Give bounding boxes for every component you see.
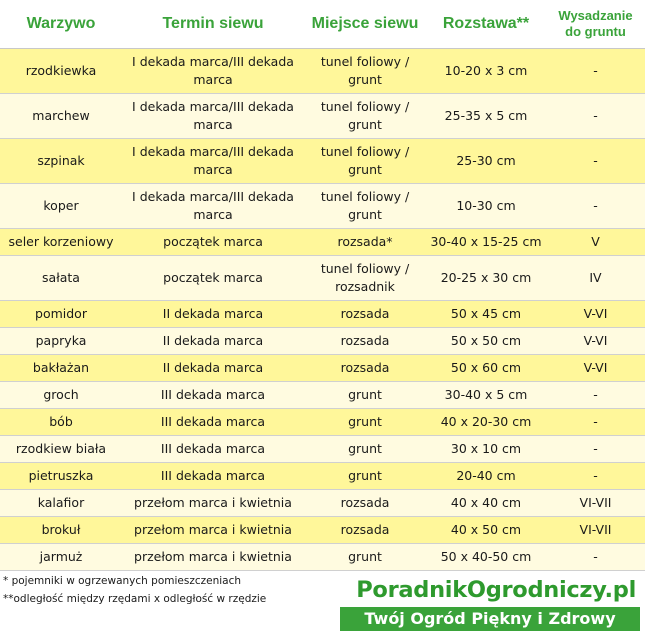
cell-vegetable: kalafior xyxy=(0,490,122,517)
cell-planting: - xyxy=(546,544,645,571)
cell-sowing-date: III dekada marca xyxy=(122,463,304,490)
cell-sowing-place: grunt xyxy=(304,409,426,436)
table-row xyxy=(0,544,645,571)
cell-vegetable: pietruszka xyxy=(0,463,122,490)
cell-sowing-place: rozsada xyxy=(304,355,426,382)
table-row xyxy=(0,139,645,184)
cell-spacing: 40 x 20-30 cm xyxy=(426,409,546,436)
table-row xyxy=(0,256,645,301)
footnotes xyxy=(3,572,266,608)
cell-sowing-place: tunel foliowy / grunt xyxy=(304,184,426,229)
cell-spacing: 40 x 40 cm xyxy=(426,490,546,517)
table-row xyxy=(0,94,645,139)
table-row xyxy=(0,517,645,544)
cell-planting: VI-VII xyxy=(546,490,645,517)
cell-vegetable: rzodkiewka xyxy=(0,49,122,94)
cell-planting: - xyxy=(546,49,645,94)
cell-planting: - xyxy=(546,382,645,409)
cell-sowing-date: I dekada marca/III dekada marca xyxy=(122,94,304,139)
cell-sowing-place: rozsada xyxy=(304,490,426,517)
cell-spacing: 30 x 10 cm xyxy=(426,436,546,463)
cell-vegetable: papryka xyxy=(0,328,122,355)
cell-vegetable: seler korzeniowy xyxy=(0,229,122,256)
cell-planting: - xyxy=(546,409,645,436)
table-row xyxy=(0,184,645,229)
cell-spacing: 25-35 x 5 cm xyxy=(426,94,546,139)
cell-spacing: 20-25 x 30 cm xyxy=(426,256,546,301)
cell-spacing: 50 x 60 cm xyxy=(426,355,546,382)
header-planting-line1: Wysadzanie xyxy=(558,8,633,23)
cell-sowing-date: III dekada marca xyxy=(122,436,304,463)
cell-sowing-place: tunel foliowy / grunt xyxy=(304,49,426,94)
cell-sowing-place: tunel foliowy / grunt xyxy=(304,94,426,139)
cell-planting: - xyxy=(546,184,645,229)
cell-sowing-date: II dekada marca xyxy=(122,328,304,355)
cell-planting: VI-VII xyxy=(546,517,645,544)
header-sowing-date: Termin siewu xyxy=(122,0,304,49)
cell-vegetable: bakłażan xyxy=(0,355,122,382)
cell-planting: - xyxy=(546,94,645,139)
brand-tagline: Twój Ogród Piękny i Zdrowy xyxy=(340,607,640,631)
cell-vegetable: sałata xyxy=(0,256,122,301)
cell-sowing-date: początek marca xyxy=(122,256,304,301)
table-row xyxy=(0,436,645,463)
cell-spacing: 30-40 x 15-25 cm xyxy=(426,229,546,256)
table-row xyxy=(0,229,645,256)
footnote-spacing: **odległość między rzędami x odległość w rzędzie xyxy=(3,593,267,605)
brand-logo xyxy=(340,576,640,631)
cell-sowing-place: tunel foliowy / rozsadnik xyxy=(304,256,426,301)
table-header-row xyxy=(0,0,645,49)
cell-sowing-place: rozsada xyxy=(304,328,426,355)
cell-spacing: 10-20 x 3 cm xyxy=(426,49,546,94)
cell-vegetable: koper xyxy=(0,184,122,229)
cell-sowing-date: przełom marca i kwietnia xyxy=(122,544,304,571)
cell-sowing-date: początek marca xyxy=(122,229,304,256)
cell-sowing-date: II dekada marca xyxy=(122,301,304,328)
table-row xyxy=(0,355,645,382)
cell-vegetable: jarmuż xyxy=(0,544,122,571)
cell-planting: IV xyxy=(546,256,645,301)
table-row xyxy=(0,409,645,436)
table-row xyxy=(0,328,645,355)
cell-sowing-date: I dekada marca/III dekada marca xyxy=(122,49,304,94)
cell-sowing-date: III dekada marca xyxy=(122,382,304,409)
cell-spacing: 30-40 x 5 cm xyxy=(426,382,546,409)
cell-planting: - xyxy=(546,463,645,490)
cell-sowing-place: grunt xyxy=(304,436,426,463)
cell-sowing-date: II dekada marca xyxy=(122,355,304,382)
cell-vegetable: marchew xyxy=(0,94,122,139)
cell-vegetable: bób xyxy=(0,409,122,436)
cell-vegetable: pomidor xyxy=(0,301,122,328)
cell-sowing-date: III dekada marca xyxy=(122,409,304,436)
cell-planting: - xyxy=(546,139,645,184)
cell-vegetable: szpinak xyxy=(0,139,122,184)
header-planting-line2: do gruntu xyxy=(565,24,626,39)
table-row xyxy=(0,382,645,409)
header-spacing: Rozstawa** xyxy=(426,0,546,49)
cell-sowing-place: grunt xyxy=(304,463,426,490)
cell-planting: V-VI xyxy=(546,301,645,328)
table-body xyxy=(0,49,645,571)
cell-spacing: 50 x 40-50 cm xyxy=(426,544,546,571)
cell-sowing-date: przełom marca i kwietnia xyxy=(122,490,304,517)
cell-spacing: 50 x 45 cm xyxy=(426,301,546,328)
cell-planting: V-VI xyxy=(546,355,645,382)
header-vegetable: Warzywo xyxy=(0,0,122,49)
cell-sowing-place: tunel foliowy / grunt xyxy=(304,139,426,184)
cell-sowing-date: I dekada marca/III dekada marca xyxy=(122,139,304,184)
cell-spacing: 50 x 50 cm xyxy=(426,328,546,355)
cell-sowing-place: grunt xyxy=(304,382,426,409)
table-row xyxy=(0,463,645,490)
header-sowing-place: Miejsce siewu xyxy=(304,0,426,49)
cell-sowing-place: rozsada* xyxy=(304,229,426,256)
cell-planting: V-VI xyxy=(546,328,645,355)
table-row xyxy=(0,490,645,517)
cell-vegetable: groch xyxy=(0,382,122,409)
footnote-seedlings: * pojemniki w ogrzewanych pomieszczeniach xyxy=(3,575,242,587)
cell-planting: V xyxy=(546,229,645,256)
table-row xyxy=(0,301,645,328)
cell-sowing-place: grunt xyxy=(304,544,426,571)
brand-name: PoradnikOgrodniczy.pl xyxy=(356,577,636,603)
cell-vegetable: rzodkiew biała xyxy=(0,436,122,463)
cell-sowing-place: rozsada xyxy=(304,517,426,544)
cell-sowing-date: I dekada marca/III dekada marca xyxy=(122,184,304,229)
cell-spacing: 40 x 50 cm xyxy=(426,517,546,544)
cell-vegetable: brokuł xyxy=(0,517,122,544)
cell-planting: - xyxy=(546,436,645,463)
table-row xyxy=(0,49,645,94)
cell-spacing: 20-40 cm xyxy=(426,463,546,490)
cell-spacing: 25-30 cm xyxy=(426,139,546,184)
cell-sowing-date: przełom marca i kwietnia xyxy=(122,517,304,544)
cell-sowing-place: rozsada xyxy=(304,301,426,328)
header-planting xyxy=(546,0,645,49)
cell-spacing: 10-30 cm xyxy=(426,184,546,229)
